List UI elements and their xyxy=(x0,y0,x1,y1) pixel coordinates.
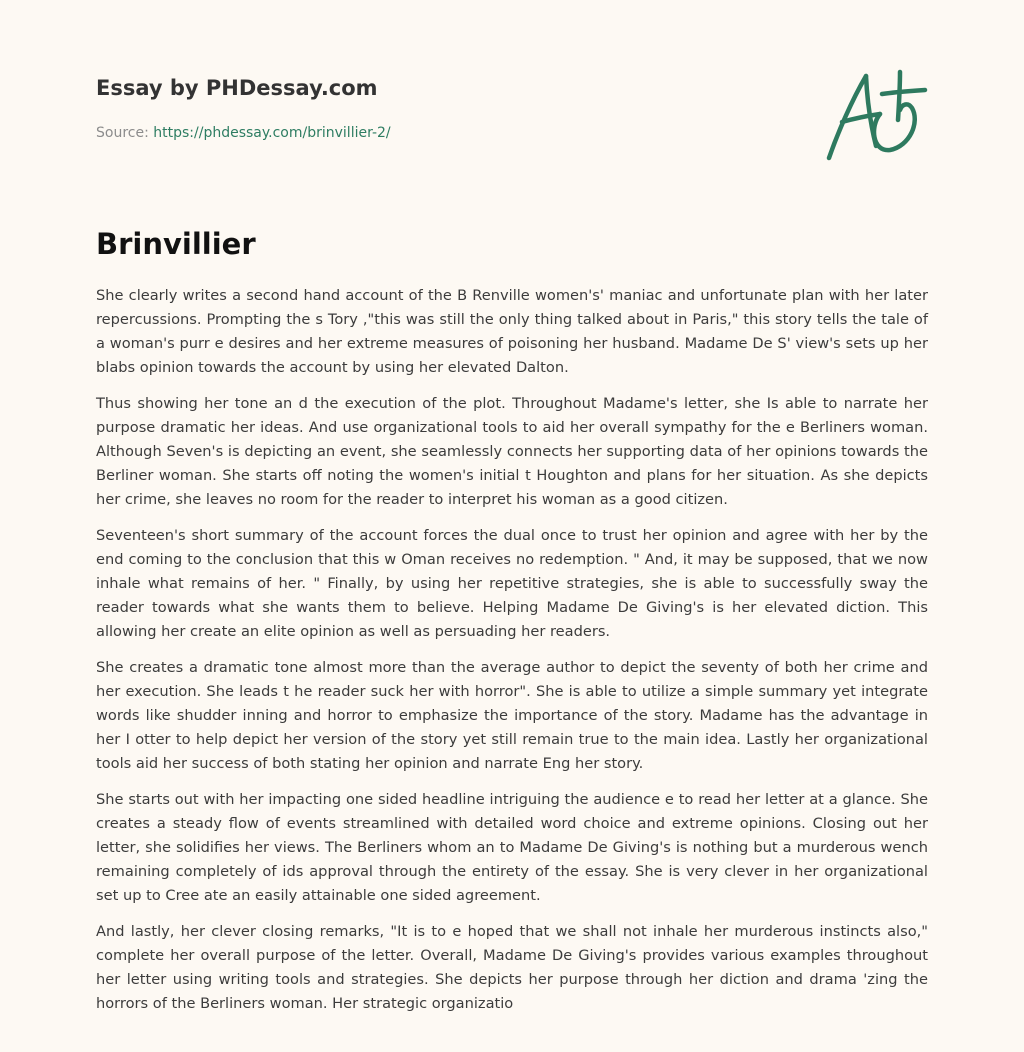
paragraph: She clearly writes a second hand account of the B Renville women's' maniac and unfortunate plan with her later repercussions. Prompting the s Tory ,"this was still the only thing talked about in Paris," this story tells the tale of a woman's purr e desires and her extreme measures of poisoning her husband. Madame De S' view's sets up her blabs opinion towards the account by using her elevated Dalton. xyxy=(96,287,928,376)
article-title: Brinvillier xyxy=(96,227,256,261)
article-body xyxy=(96,284,928,1028)
paragraph: She starts out with her impacting one sided headline intriguing the audience e to read her letter at a glance. She creates a steady flow of events streamlined with detailed word choice and extreme opinions. Closing out her letter, she solidifies her views. The Berliners whom an to Madame De Giving's is nothing but a murderous wench remaining completely of ids approval through the entirety of the essay. She is very clever in her organizational set up to Cree ate an easily attainable one sided agreement. xyxy=(96,791,928,904)
source-label: Source: xyxy=(96,125,149,141)
paragraph: And lastly, her clever closing remarks, "It is to e hoped that we shall not inhale her murderous instincts also," complete her overall purpose of the letter. Overall, Madame De Giving's provides various examples throughout her letter using writing tools and strategies. She depicts her purpose through her diction and drama 'zing the horrors of the Berliners woman. Her strategic organizatio xyxy=(96,923,928,1012)
source-line xyxy=(96,125,391,141)
paragraph: She creates a dramatic tone almost more than the average author to depict the seventy of both her crime and her execution. She leads t he reader suck her with horror". She is able to utilize a simple summary yet integrate words like shudder inning and horror to emphasize the importance of the story. Madame has the advantage in her I otter to help depict her version of the story yet still remain true to the main idea. Lastly her organizational tools aid her success of both stating her opinion and narrate Eng her story. xyxy=(96,659,928,772)
paragraph: Seventeen's short summary of the account forces the dual once to trust her opinion and agree with her by the end coming to the conclusion that this w Oman receives no redemption. " And, it may be supposed, that we now inhale what remains of her. " Finally, by using her repetitive strategies, she is able to successfully sway the reader towards what she wants them to believe. Helping Madame De Giving's is her elevated diction. This allowing her create an elite opinion as well as persuading her readers. xyxy=(96,527,928,640)
paragraph: Thus showing her tone an d the execution of the plot. Throughout Madame's letter, she Is able to narrate her purpose dramatic her ideas. And use organizational tools to aid her overall sympathy for the e Berliners woman. Although Seven's is depicting an event, she seamlessly connects her supporting data of her opinions towards the Berliner woman. She starts off noting the women's initial t Houghton and plans for her situation. As she depicts her crime, she leaves no room for the reader to interpret his woman as a good citizen. xyxy=(96,395,928,508)
site-title: Essay by PHDessay.com xyxy=(96,76,378,100)
source-link[interactable]: https://phdessay.com/brinvillier-2/ xyxy=(153,125,391,141)
a-plus-logo-icon xyxy=(822,66,930,166)
